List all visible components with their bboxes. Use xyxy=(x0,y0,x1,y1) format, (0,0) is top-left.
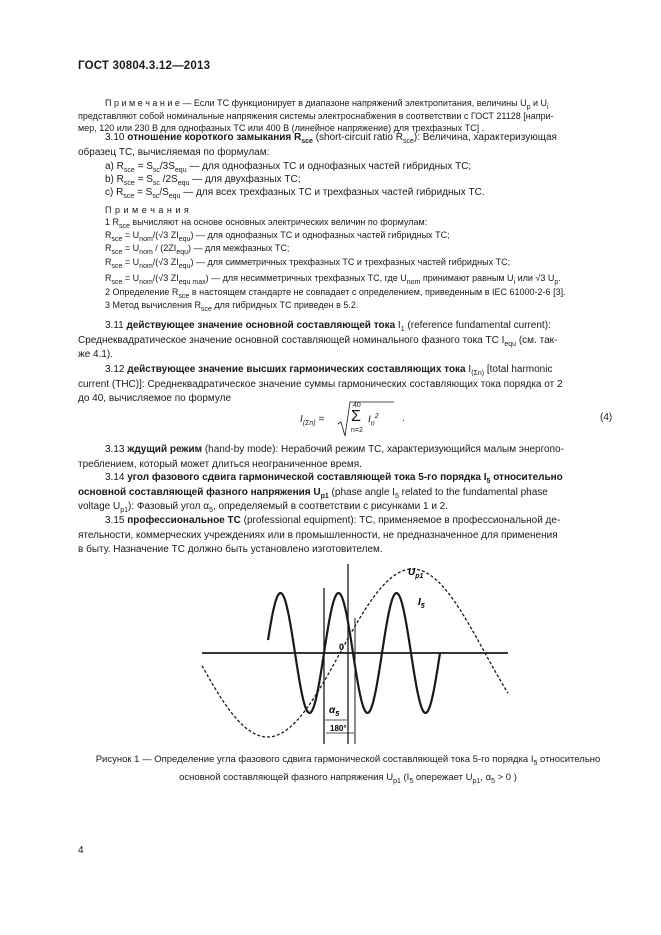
section-3-10-title: 3.10 отношение короткого замыкания $R_{sce}$ (short-circuit ratio $R_{sce}$): Величина, характеризующая xyxy=(105,132,557,145)
section-3-12-line2: current (THC)]: Среднеквадратическое значение суммы гармонических составляющих тока порядка от 2 xyxy=(78,379,563,390)
note-1: 1 $R_{sce}$ вычисляют на основе основных электрических величин по формулам: xyxy=(105,217,428,230)
section-3-13-line2: треблением, который может длиться неограниченное время. xyxy=(78,459,362,470)
section-3-14-title: 3.14 угол фазового сдвига гармонической составляющей тока 5-го порядка $I_5$ относительно xyxy=(105,472,563,485)
section-3-10-line2: образец ТС, вычисляемая по формулам: xyxy=(78,147,270,158)
section-3-13-title: 3.13 ждущий режим (hand-by mode): Нерабочий режим ТС, характеризующийся малым энергопо- xyxy=(105,444,564,455)
label-alpha5: $\alpha_5$ xyxy=(329,705,340,718)
formula-f2: $R_{sce} = U_{nom} / (2ZI_{equ})$ — для межфазных ТС; xyxy=(105,243,290,256)
figure-1-caption xyxy=(78,753,618,789)
section-3-11-title: 3.11 действующее значение основной составляющей тока $I_1$ (reference fundamental current): xyxy=(105,320,551,333)
formula-f1: $R_{sce} = U_{nom}/(√3$ $ZI_{equ}$) — для однофазных ТС и однофазных частей гибридных ТС; xyxy=(105,230,450,243)
formula-f3: $R_{sce} = U_{nom}/(√3$ $ZI_{equ}$) — для симметричных трехфазных ТС и трехфазных частей гибридных ТС; xyxy=(105,257,511,270)
eq4-sum-bottom: n=2 xyxy=(351,427,363,434)
note-top-line1: П р и м е ч а н и е — Если ТС функционирует в диапазоне напряжений электропитания, величины $U_p$ и $U_i$ xyxy=(105,98,549,111)
equation-4 xyxy=(300,400,620,440)
section-3-12-title: 3.12 действующее значение высших гармонических составляющих тока $I_{(\Sigma n)}$ [total harmonic xyxy=(105,364,553,377)
eq4-term: $I_n^2$ xyxy=(368,413,379,428)
label-i5: $I_5$ xyxy=(418,597,425,610)
label-origin: 0 xyxy=(339,642,345,652)
section-3-15-title: 3.15 профессиональное ТС (professional equipment): ТС, применяемое в профессиональной де- xyxy=(105,515,561,526)
note-top-line3: мер, 120 или 230 В для однофазных ТС или 400 В (линейное напряжение) для трехфазных ТС] . xyxy=(78,123,485,133)
formula-item-c: c) $R_{sce} = S_{sc}/S_{equ}$ — для всех трехфазных ТС и трехфазных частей гибридных ТС. xyxy=(105,187,485,200)
label-180: 180° xyxy=(330,724,347,733)
sqrt-sign xyxy=(336,400,396,440)
section-3-15-line3: в быту. Назначение ТС должно быть установлено изготовителем. xyxy=(78,544,383,555)
section-3-11-line3: же 4.1). xyxy=(78,349,114,360)
note-2: 2 Определение $R_{sce}$ в настоящем стандарте не совпадает с определением, приведенным в IEC 61000-2-6 [3]. xyxy=(105,287,566,300)
caption-line2: основной составляющей фазного напряжения $U_{p1}$ ($I_5$ опережает $U_{p1}$, $\alpha_5 > 0$ ) xyxy=(179,771,517,785)
notes-label: П р и м е ч а н и я xyxy=(105,205,190,215)
document-header: ГОСТ 30804.3.12—2013 xyxy=(78,60,211,72)
eq4-sigma: Σ xyxy=(351,408,361,425)
note-3: 3 Метод вычисления $R_{sce}$ для гибридных ТС приведен в 5.2. xyxy=(105,300,359,313)
eq4-sum-top: 40 xyxy=(353,402,361,409)
label-up1: $U_{p1}$ xyxy=(408,567,424,580)
formula-item-b: b) $R_{sce} = S_{sc}$ $/2S_{equ}$ — для двухфазных ТС; xyxy=(105,174,301,187)
eq4-lhs: $I_{(\Sigma n)}$ = xyxy=(300,414,325,427)
section-3-11-line2: Среднеквадратическое значение основной составляющей номинального фазного тока ТС $I_{equ}$ (см. так- xyxy=(78,335,558,348)
section-3-14-line2: основной составляющей фазного напряжения $U_{p1}$ (phase angle $I_5$ related to the fundamental phase xyxy=(78,487,548,500)
section-3-12-line3: до 40, вычисляемое по формуле xyxy=(78,393,232,404)
page-number: 4 xyxy=(78,845,84,856)
note-label: П р и м е ч а н и е xyxy=(105,98,180,108)
eq4-dot: . xyxy=(402,413,405,424)
caption-line1: Рисунок 1 — Определение угла фазового сдвига гармонической составляющей тока 5-го порядка $I_5$ относительно xyxy=(95,754,601,767)
note-top-line2: представляют собой номинальные напряжения системы электроснабжения в соответствии с ГОСТ 21128 [напри- xyxy=(78,111,554,121)
section-3-14-line3: voltage $U_{p1}$): Фазовый угол $\alpha_5$, определяемый в соответствии с рисунками 1 и 2. xyxy=(78,501,449,514)
section-3-15-line2: ятельности, коммерческих учреждениях или в промышленности, не предназначенное для применения xyxy=(78,530,558,541)
figure-1-diagram xyxy=(190,558,520,748)
eq4-number: (4) xyxy=(600,412,613,423)
formula-f4: $R_{sce} = U_{nom}/(√3$ $ZI_{equ max}$) — для несимметричных трехфазных ТС, где $U_{nom}$ принимают равным $U_i$ или √3 $U_p$. xyxy=(105,273,561,286)
formula-item-a: a) $R_{sce} = S_{sc}/3S_{equ}$ — для однофазных ТС и однофазных частей гибридных ТС; xyxy=(105,161,472,174)
